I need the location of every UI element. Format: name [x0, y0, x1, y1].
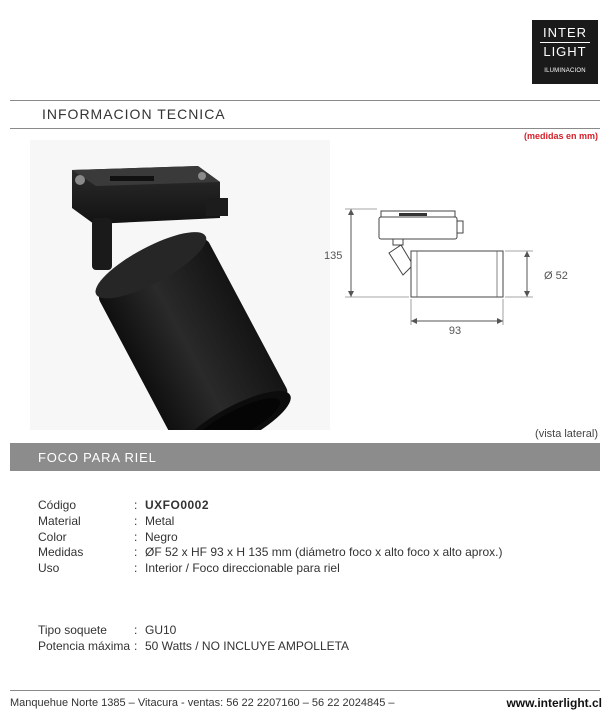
logo-line-3: ILUMINACION: [544, 68, 586, 74]
footer-contact: Manquehue Norte 1385 – Vitacura - ventas: 56 22 2207160 – 56 22 2024845 –: [10, 697, 395, 709]
logo-divider: [540, 42, 590, 43]
height-label: 135: [324, 250, 343, 262]
spec-label: Código: [38, 498, 77, 512]
drawing-arm: [389, 245, 413, 275]
arrow-head: [348, 209, 354, 215]
top-rule: [10, 100, 600, 101]
spec-value: Negro: [145, 530, 178, 544]
spec-value-code: UXFO0002: [145, 498, 210, 512]
footer-rule: [10, 690, 600, 691]
product-band: [10, 443, 600, 471]
arrow-head: [497, 318, 503, 324]
spec-label: Tipo soquete: [38, 623, 107, 637]
section-rule: [10, 128, 600, 129]
spec-colon: :: [134, 530, 138, 544]
mounting-arm: [92, 218, 112, 270]
spec-value: GU10: [145, 623, 177, 637]
spec-label: Uso: [38, 561, 60, 575]
spec-colon: :: [134, 498, 138, 512]
spec-label: Color: [38, 530, 67, 544]
product-title: FOCO PARA RIEL: [38, 450, 157, 465]
drawing-arm-top: [393, 239, 403, 245]
drawing-adapter-slot: [399, 213, 427, 216]
logo-line-2: LIGHT: [543, 44, 587, 59]
spec-value: ØF 52 x HF 93 x H 135 mm (diámetro foco x alto foco x alto aprox.): [145, 545, 503, 559]
arrow-head: [411, 318, 417, 324]
footer-website-link[interactable]: www.interlight.cl: [506, 696, 602, 710]
adapter-clip: [206, 198, 228, 216]
spec-colon: :: [134, 623, 138, 637]
diameter-label: Ø 52: [544, 270, 568, 282]
spec-label: Potencia máxima: [38, 639, 131, 653]
spec-value: 50 Watts / NO INCLUYE AMPOLLETA: [145, 639, 350, 653]
drawing-adapter: [379, 217, 457, 239]
spec-value: Interior / Foco direccionable para riel: [145, 561, 340, 575]
brand-logo: [532, 20, 598, 84]
spec-colon: :: [134, 639, 138, 653]
drawing-adapter-clip: [457, 221, 463, 233]
spec-value: Metal: [145, 514, 175, 528]
section-title: INFORMACION TECNICA: [42, 106, 226, 122]
spec-label: Medidas: [38, 545, 84, 559]
product-photo: [30, 140, 330, 430]
spec-colon: :: [134, 545, 138, 559]
spec-label: Material: [38, 514, 81, 528]
units-note: (medidas en mm): [523, 131, 598, 141]
adapter-screw: [198, 172, 206, 180]
spec-colon: :: [134, 561, 138, 575]
arrow-head: [524, 291, 530, 297]
arrow-head: [348, 291, 354, 297]
technical-drawing: [315, 195, 580, 335]
adapter-screw: [75, 175, 85, 185]
spec-colon: :: [134, 514, 138, 528]
view-caption: (vista lateral): [535, 428, 598, 440]
length-label: 93: [448, 325, 462, 335]
arrow-head: [524, 251, 530, 257]
adapter-slot: [110, 176, 154, 181]
drawing-body: [411, 251, 503, 297]
logo-line-1: INTER: [543, 25, 587, 40]
